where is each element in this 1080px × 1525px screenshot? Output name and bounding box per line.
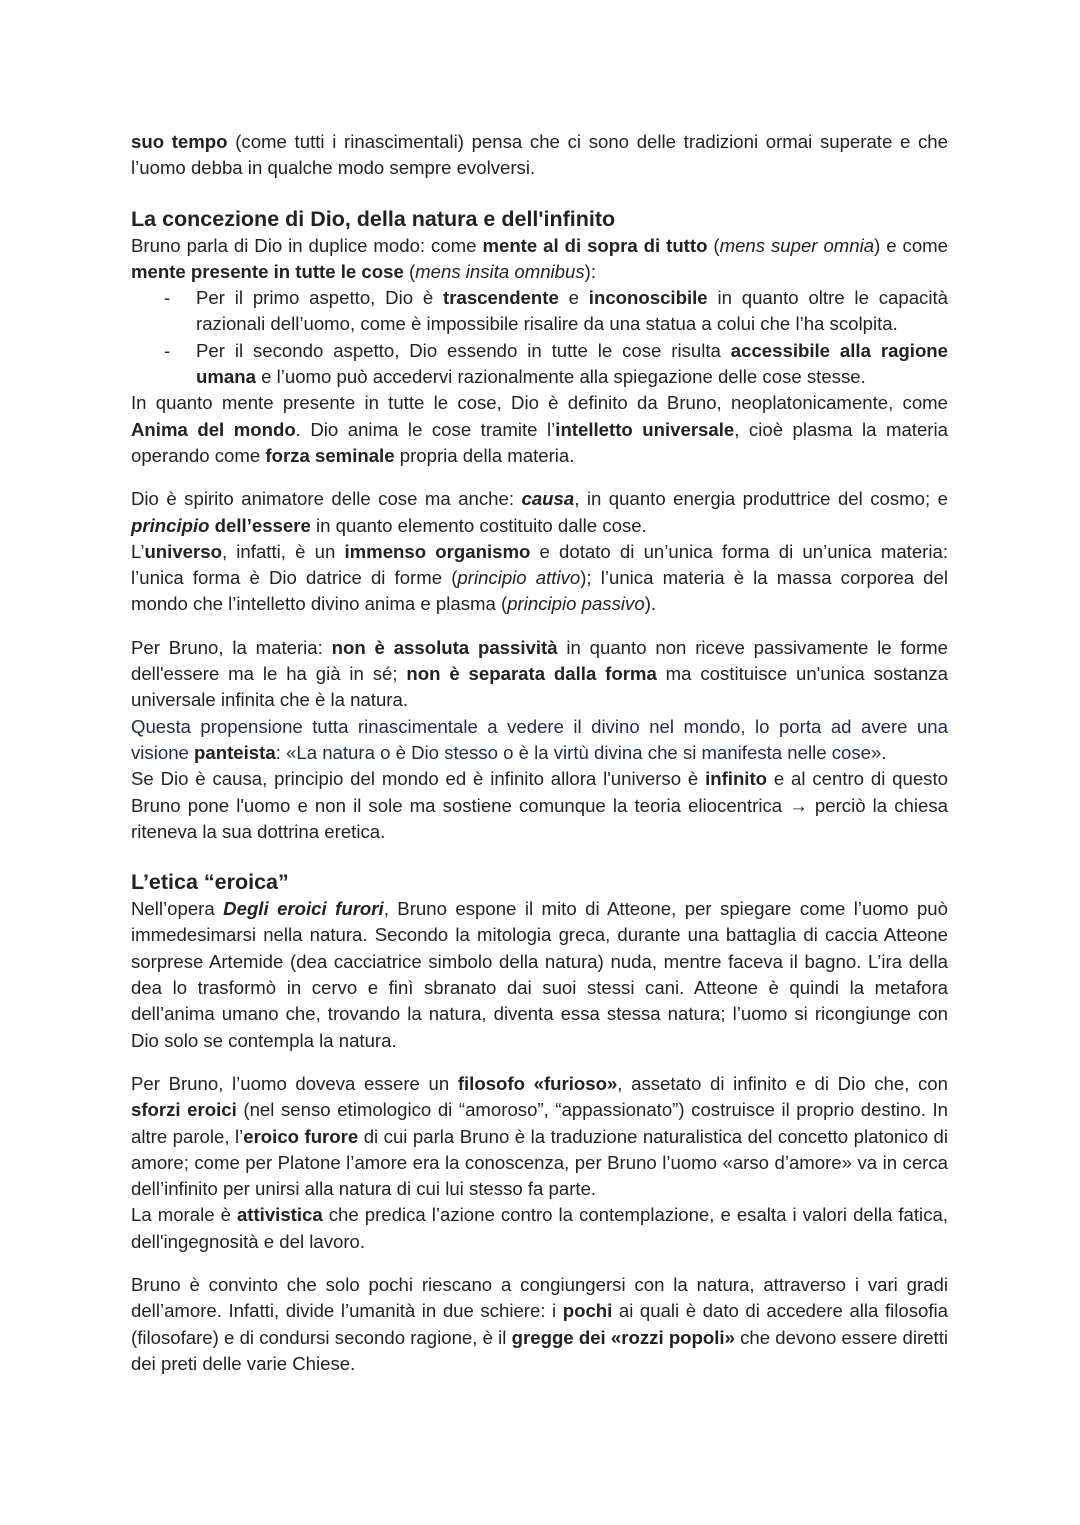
intro-paragraph — [131, 129, 948, 182]
text: Nell’opera — [131, 898, 224, 920]
text: In quanto mente presente in tutte le cose, Dio è definito da Bruno, neoplatonicamente, come — [131, 392, 948, 414]
paragraph-morale — [131, 1202, 948, 1255]
paragraph-pochi — [131, 1272, 948, 1377]
bold-text: dell’essere — [209, 514, 311, 536]
text: Bruno parla di Dio in duplice modo: come — [131, 234, 483, 256]
text: di cui parla Bruno è la traduzione naturalistica del concetto platonico di amore; come per Platone l’amore era la conoscenza, per Bruno l’uomo «arso d’amore» va in cerca dell’infinito per unirsi alla natura di cui lui stesso fa parte. — [131, 1125, 948, 1200]
paragraph-anima-del-mondo — [131, 390, 948, 469]
text: , Bruno espone il mito di Atteone, per spiegare come l’uomo può immedesimarsi nella natura. Secondo la mitologia greca, durante una battaglia di caccia Atteone sorprese Artemide (dea cacciatrice simbolo della natura) nuda, mentre faceva il bagno. L’ira della dea lo trasformò in cervo e finì sbranato dai suoi stessi cani. Atteone è quindi la metafora dell’anima umano che, trovando la natura, diventa essa stessa natura; l’uomo si ricongiunge con Dio solo se contempla la natura. — [131, 898, 948, 1051]
bold-italic-text: Degli eroici furori — [223, 898, 384, 920]
bold-text: attivistica — [236, 1204, 323, 1226]
bold-text: sforzi eroici — [131, 1099, 237, 1121]
paragraph-duplice-modo — [131, 233, 948, 286]
text: ai quali è dato di accedere alla filosofia (filosofare) e di condursi secondo ragione, è il — [131, 1300, 948, 1348]
dash-bullet: - — [164, 287, 171, 309]
paragraph-causa-principio — [131, 486, 948, 539]
text: ( — [403, 260, 416, 282]
italic-text: mens insita omnibus — [415, 260, 585, 282]
text: Questa propensione tutta rinascimentale a vedere il divino nel mondo, lo porta ad avere una visione — [131, 715, 948, 763]
bold-text: panteista — [194, 741, 276, 763]
bold-text: accessibile alla ragione umana — [196, 339, 948, 388]
bold-text: filosofo «furioso» — [457, 1072, 618, 1094]
bold-text: mente al di sopra di tutto — [482, 234, 708, 256]
bold-text: immenso organismo — [344, 540, 531, 562]
text: Bruno è convinto che solo pochi riescano a congiungersi con la natura, attraverso i vari gradi dell’amore. Infatti, divide l’umanità in due schiere: i — [131, 1273, 948, 1322]
text: , in quanto energia produttrice del cosmo; e — [574, 488, 948, 510]
aspects-list — [131, 285, 948, 390]
bold-text: Anima del mondo — [131, 418, 296, 440]
text: Per il secondo aspetto, Dio essendo in tutte le cose risulta — [196, 339, 731, 361]
paragraph-panteista — [131, 714, 948, 767]
text: , infatti, è un — [221, 540, 345, 562]
bold-italic-text: principio — [131, 514, 210, 536]
italic-text: mens super omnia — [719, 234, 875, 256]
list-item — [131, 338, 948, 391]
bold-text: intelletto universale — [555, 418, 735, 440]
section-heading-etica-eroica: L’etica “eroica” — [131, 870, 289, 895]
text: ( — [707, 234, 720, 256]
text: Per il primo aspetto, Dio è — [196, 287, 444, 309]
text: ma costituisce un'unica sostanza universale infinita che è la natura. — [131, 663, 948, 711]
bold-text: suo tempo — [131, 131, 228, 152]
text: , cioè plasma la materia operando come — [131, 418, 948, 466]
text: che predica l’azione contro la contemplazione, e esalta i valori della fatica, dell'ingegnosità e del lavoro. — [131, 1204, 948, 1252]
text: in quanto elemento costituito dalle cose. — [310, 514, 647, 536]
paragraph-filosofo-furioso — [131, 1071, 948, 1202]
text: Se Dio è causa, principio del mondo ed è infinito allora l'universo è — [131, 768, 706, 790]
text: La morale è — [131, 1204, 237, 1226]
text: e l’uomo può accedervi razionalmente alla spiegazione delle cose stesse. — [255, 366, 866, 388]
text: in quanto oltre le capacità razionali dell’uomo, come è impossibile risalire da una statua a colui che l’ha scolpita. — [196, 287, 948, 335]
text: e — [558, 287, 589, 309]
text: (come tutti i rinascimentali) pensa che ci sono delle tradizioni ormai superate e che l’uomo debba in qualche modo sempre evolversi. — [131, 131, 948, 179]
bold-text: forza seminale — [265, 444, 395, 466]
dash-bullet: - — [164, 339, 171, 361]
bold-text: eroico furore — [243, 1125, 359, 1147]
bold-text: gregge dei «rozzi popoli» — [511, 1326, 735, 1348]
bold-text: infinito — [705, 768, 768, 790]
paragraph-universo — [131, 539, 948, 618]
italic-text: principio attivo — [457, 567, 581, 589]
paragraph-materia — [131, 635, 948, 714]
text: propria della materia. — [394, 444, 575, 466]
paragraph-infinito — [131, 766, 948, 845]
bold-text: mente presente in tutte le cose — [131, 260, 404, 282]
text: ); l’unica materia è la massa corporea del mondo che l’intelletto divino anima e plasma ( — [131, 567, 948, 615]
italic-text: principio passivo — [507, 593, 645, 615]
text: (nel senso etimologico di “amoroso”, “appassionato”) costruisce il proprio destino. In altre parole, l’ — [131, 1099, 948, 1147]
section-heading-dio-natura-infinito: La concezione di Dio, della natura e dell'infinito — [131, 206, 616, 231]
bold-text: universo — [144, 540, 222, 562]
text: L’ — [131, 540, 145, 562]
text: . Dio anima le cose tramite l’ — [295, 418, 556, 440]
paragraph-atteone — [131, 896, 948, 1054]
text: che devono essere diretti dei preti delle varie Chiese. — [131, 1326, 948, 1374]
text: e al centro di questo Bruno pone l'uomo e non il sole ma sostiene comunque la teoria eliocentrica → perciò la chiesa riteneva la sua dottrina eretica. — [131, 768, 948, 842]
text: : «La natura o è Dio stesso o è la virtù divina che si manifesta nelle cose». — [275, 741, 887, 763]
text: ): — [584, 260, 597, 282]
text: Per Bruno, l’uomo doveva essere un — [131, 1072, 458, 1094]
text: , assetato di infinito e di Dio che, con — [617, 1072, 948, 1094]
bold-text: non è assoluta passività — [331, 636, 558, 658]
text: in quanto non riceve passivamente le forme dell'essere ma le ha già in sé; — [131, 636, 948, 685]
text: ). — [644, 593, 657, 615]
text: e dotato di un’unica forma di un’unica materia: l’unica forma è Dio datrice di forme ( — [131, 540, 948, 589]
bold-text: pochi — [562, 1300, 613, 1322]
bold-text: inconoscibile — [588, 287, 708, 309]
bold-italic-text: causa — [521, 488, 575, 510]
bold-text: non è separata dalla forma — [406, 663, 657, 685]
text: Per Bruno, la materia: — [131, 636, 332, 658]
bold-text: trascendente — [443, 287, 559, 309]
text: ) e come — [874, 234, 948, 256]
list-item — [131, 285, 948, 338]
text: Dio è spirito animatore delle cose ma anche: — [131, 488, 522, 510]
